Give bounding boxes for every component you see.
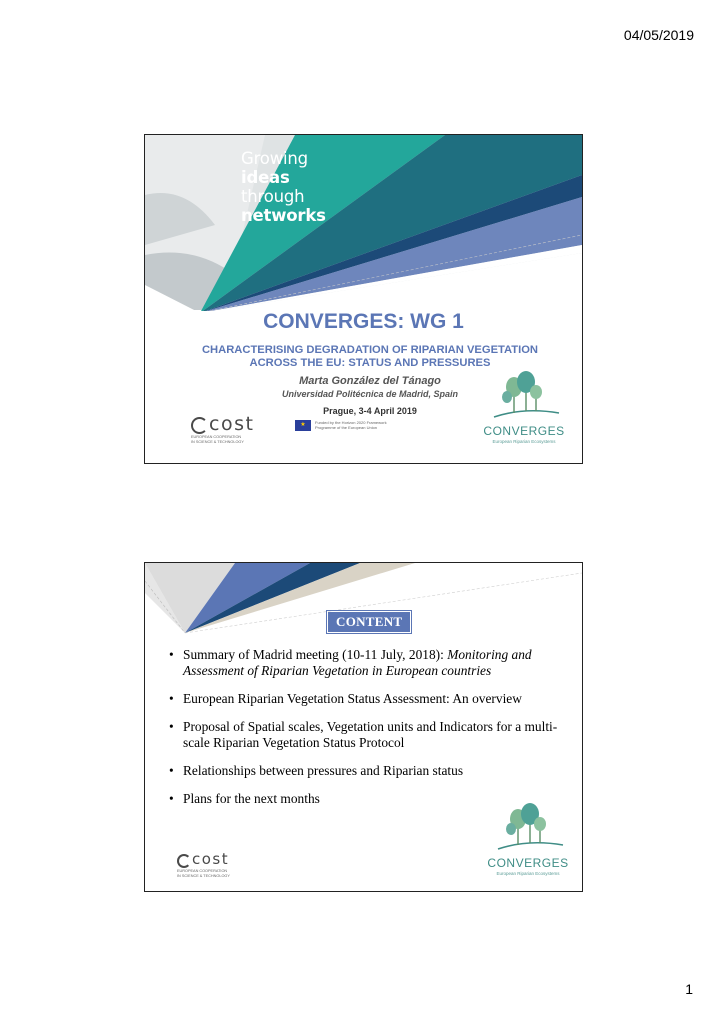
cost-ring-icon [191, 417, 208, 434]
tagline-line: networks [241, 206, 326, 225]
tagline-line: through [241, 187, 305, 206]
event-info: Prague, 3-4 April 2019 [323, 406, 417, 416]
trees-icon [474, 369, 574, 421]
list-item-text: European Riparian Vegetation Status Assessment: An overview [183, 691, 522, 706]
cost-logo-subtitle [191, 435, 287, 445]
converges-logo-tagline: European Riparian Ecosystems [492, 439, 556, 444]
author-affiliation: Universidad Politécnica de Madrid, Spain [281, 389, 459, 399]
trees-icon [478, 801, 578, 853]
cost-subtitle-line: EUROPEAN COOPERATION [177, 869, 228, 873]
list-item-text: Relationships between pressures and Riparian status [183, 763, 464, 778]
tagline-line: Growing [241, 149, 308, 168]
page-number: 1 [685, 981, 693, 997]
list-item [169, 647, 569, 679]
list-item [169, 719, 569, 751]
cost-ring-icon [177, 854, 191, 868]
page-date: 04/05/2019 [623, 27, 694, 43]
cost-logo-text: cost [209, 413, 255, 435]
content-heading: CONTENT [328, 612, 410, 632]
list-item-text: Summary of Madrid meeting (10-11 July, 2018): [183, 647, 448, 662]
tagline-line: ideas [241, 168, 290, 187]
slide-title: CONVERGES: WG 1 [263, 310, 464, 333]
eu-funding [295, 420, 405, 431]
cost-wordmark [191, 415, 287, 433]
converges-logo [478, 801, 578, 887]
cost-subtitle-line: IN SCIENCE & TECHNOLOGY [177, 874, 230, 878]
slide-subtitle [175, 344, 565, 370]
eu-funding-text: Funded by the Horizon 2020 Framework Programme of the European Union [315, 420, 387, 430]
cost-logo-subtitle [177, 869, 257, 879]
cost-logo-text: cost [192, 850, 230, 868]
cost-logo [191, 415, 287, 445]
list-item [169, 763, 569, 779]
cost-wordmark [177, 852, 257, 867]
cost-logo [177, 852, 257, 879]
cost-subtitle-line: IN SCIENCE & TECHNOLOGY [191, 440, 244, 444]
subtitle-line: ACROSS THE EU: STATUS AND PRESSURES [249, 357, 491, 369]
title-slide [144, 134, 583, 464]
converges-logo-name: CONVERGES [483, 424, 565, 438]
converges-logo-name: CONVERGES [487, 856, 569, 870]
list-item-italic-text: Monitoring and Assessment of Riparian Vegetation in European countries [183, 647, 532, 678]
converges-logo-tagline: European Riparian Ecosystems [496, 871, 560, 876]
eu-flag-icon: ★ [295, 420, 311, 431]
cost-subtitle-line: EUROPEAN COOPERATION [191, 435, 242, 439]
converges-logo [474, 369, 574, 455]
author-name: Marta González del Tánago [299, 375, 441, 387]
list-item-text: Plans for the next months [183, 791, 320, 806]
content-list [169, 647, 569, 819]
list-item-text: Proposal of Spatial scales, Vegetation units and Indicators for a multi-scale Riparian Vegetation Status Protocol [183, 719, 558, 750]
list-item [169, 691, 569, 707]
content-slide [144, 562, 583, 892]
tagline [241, 149, 326, 225]
subtitle-line: CHARACTERISING DEGRADATION OF RIPARIAN VEGETATION [201, 344, 539, 356]
